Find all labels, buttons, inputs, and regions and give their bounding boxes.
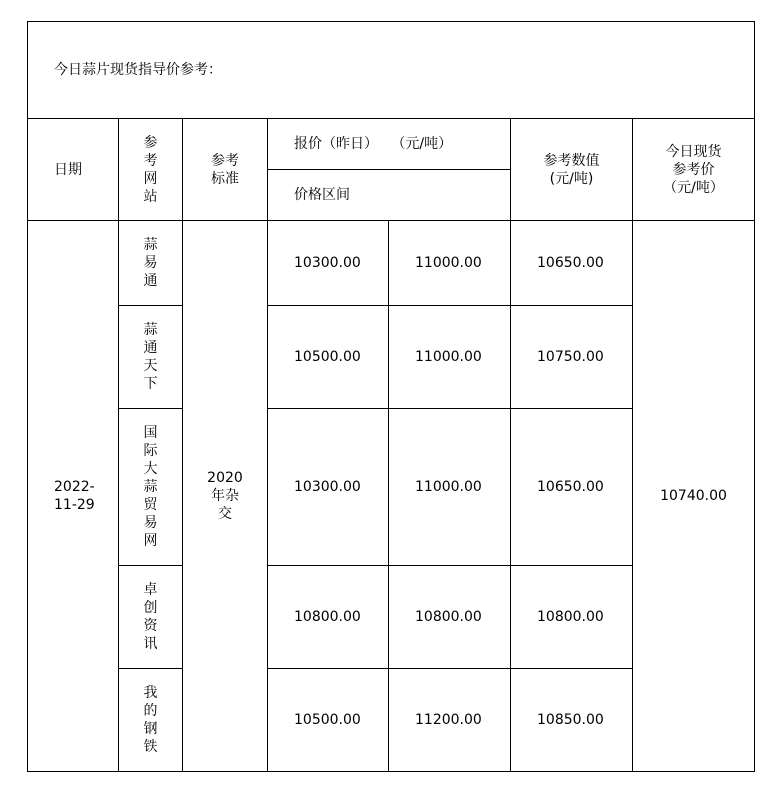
today-price-cell: 10740.00 (633, 221, 755, 772)
price-table (27, 21, 755, 772)
price-high-cell: 11200.00 (389, 669, 511, 772)
header-quote-paren: （昨日） (322, 136, 378, 152)
header-standard: 参考标准 (183, 119, 268, 221)
site-cell: 蒜易通 (119, 221, 183, 306)
header-range: 价格区间 (268, 170, 511, 221)
header-ref-value: 参考数值 (元/吨) (511, 119, 633, 221)
header-quote-prefix: 报价 (294, 136, 322, 152)
ref-value-cell: 10850.00 (511, 669, 633, 772)
site-cell: 我的钢铁 (119, 669, 183, 772)
ref-value-cell: 10650.00 (511, 221, 633, 306)
ref-value-cell: 10650.00 (511, 409, 633, 566)
price-high-cell: 10800.00 (389, 566, 511, 669)
header-quote-unit: （元/吨） (391, 136, 453, 152)
site-cell: 国际大蒜贸易网 (119, 409, 183, 566)
date-cell: 2022-11-29 (28, 221, 119, 772)
price-high-cell: 11000.00 (389, 221, 511, 306)
ref-value-cell: 10750.00 (511, 306, 633, 409)
table-row (28, 221, 755, 306)
price-high-cell: 11000.00 (389, 306, 511, 409)
header-today-price: 今日现货 参考价 （元/吨） (633, 119, 755, 221)
header-row-1 (28, 119, 755, 170)
header-date: 日期 (28, 119, 119, 221)
price-low-cell: 10300.00 (268, 409, 389, 566)
price-low-cell: 10300.00 (268, 221, 389, 306)
standard-cell: 2020年杂交 (183, 221, 268, 772)
site-cell: 蒜通天下 (119, 306, 183, 409)
site-cell: 卓创资讯 (119, 566, 183, 669)
price-reference-sheet (27, 21, 755, 772)
price-low-cell: 10800.00 (268, 566, 389, 669)
ref-value-cell: 10800.00 (511, 566, 633, 669)
price-low-cell: 10500.00 (268, 306, 389, 409)
table-title: 今日蒜片现货指导价参考： (28, 22, 755, 119)
header-quote (268, 119, 511, 170)
header-site: 参考网站 (119, 119, 183, 221)
title-row (28, 22, 755, 119)
price-low-cell: 10500.00 (268, 669, 389, 772)
price-high-cell: 11000.00 (389, 409, 511, 566)
